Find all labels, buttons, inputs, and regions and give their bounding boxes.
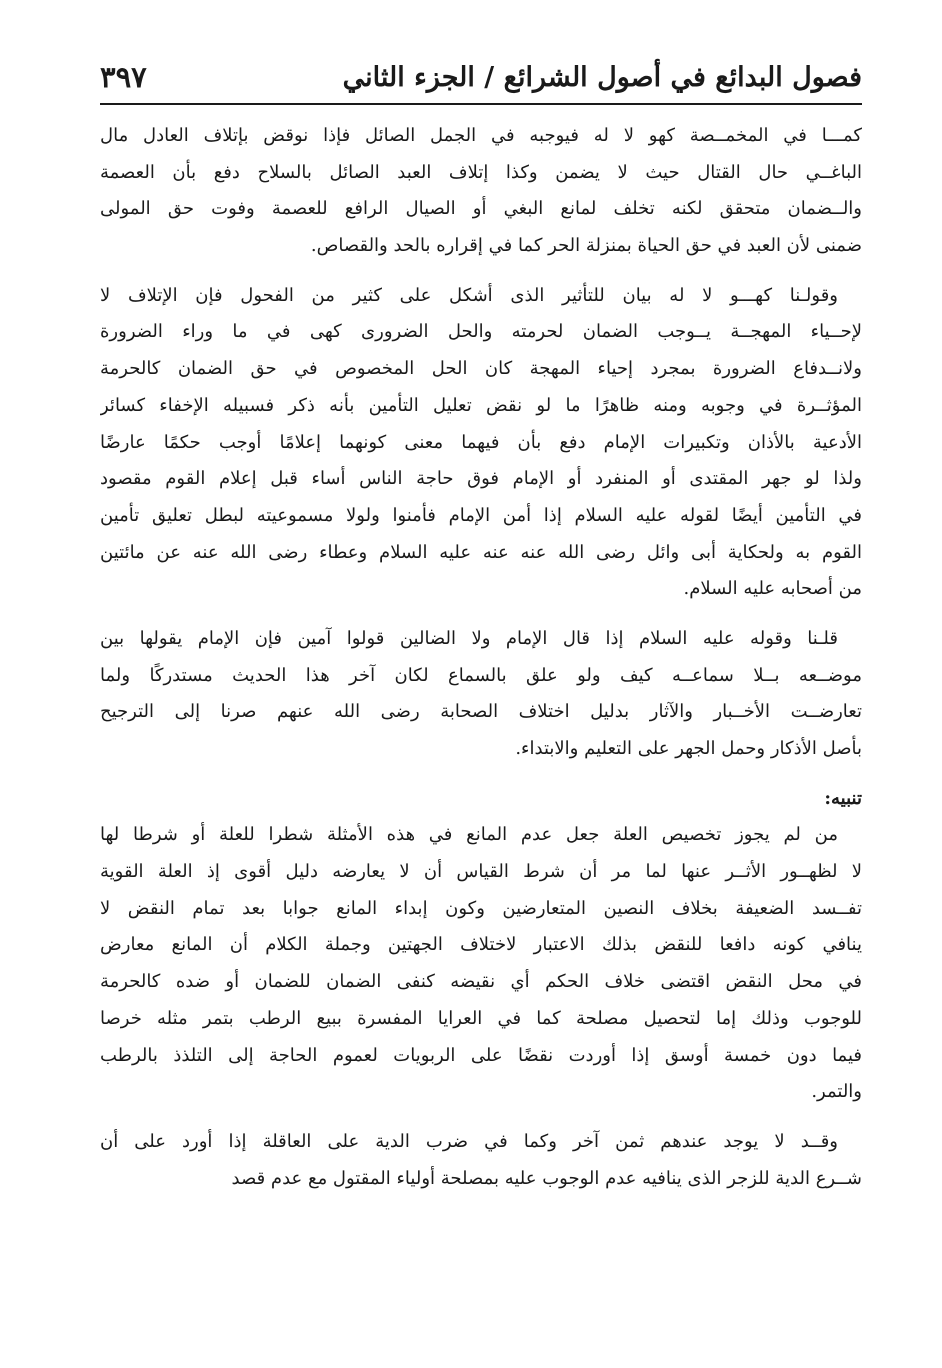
- paragraph: [100, 817, 862, 1111]
- page-number: ٣٩٧: [100, 60, 147, 94]
- paragraph: [100, 118, 862, 265]
- paragraph: [100, 621, 862, 768]
- text-line: وقولـنا كهـــو لا له بيان للتأثير الذى أشكل على كثير من الفحول فإن الإتلاف لا: [100, 284, 838, 306]
- text-line: المؤثــرة في وجوبه ومنه ظاهرًا ما لو نقض تعليل التأمين بأنه ذكر فسبيله الإخفاء كسائر: [100, 394, 862, 416]
- text-line: والتمر.: [811, 1081, 862, 1103]
- text-line: ضمنى لأن العبد في حق الحياة بمنزلة الحر كما في إقراره بالحد والقصاص.: [310, 235, 862, 257]
- text-line: في التأمين أيضًا لقوله عليه السلام إذا أمن الإمام فأمنوا ولولا مسموعيته لبطل تعليق تأمين: [100, 504, 862, 526]
- text-line: قلـنا وقوله عليه السلام إذا قال الإمام ولا الضالين قولوا آمين فإن الإمام يقولها بين: [100, 627, 838, 649]
- text-line: شــرع الدية للزجر الذى ينافيه عدم الوجوب عليه بمصلحة أولياء المقتول مع عدم قصد: [231, 1167, 862, 1189]
- paragraph: [100, 1124, 862, 1197]
- text-line: وقــد لا يوجد عندهم ثمن آخر وكما في ضرب الدية على العاقلة إذا أورد على أن: [100, 1130, 838, 1152]
- text-line: كمـــا في المخمــصة كهو لا له فيوجبه في الجمل الصائل فإذا نوقض بإتلاف العادل مال: [100, 125, 862, 146]
- text-line: الباغــي حال القتال حيث لا يضمن وكذا إتلاف العبد الصائل بالسلاح دفع بأن العصمة: [100, 161, 862, 183]
- text-line: ولذا لو جهر المقتدى أو المنفرد أو الإمام فوق حاجة الناس أساء قبل إعلام القوم مقصود: [100, 468, 862, 490]
- text-line: بأصل الأذكار وحمل الجهر على التعليم والابتداء.: [515, 738, 862, 759]
- text-line: لإحــياء المهجــة يــوجب الضمان لحرمته والحل الضرورى كهى في ما وراء الضرورة: [100, 321, 862, 343]
- text-line: في محل النقض اقتضى خلاف الحكم أي نقيضه كنفى الضمان للضمان أو ضده كالحرمة: [100, 971, 862, 993]
- body-text: [100, 118, 862, 1210]
- text-line: ينافي كونه دافعا للنقض بذلك الاعتبار لاختلاف الجهتين وجملة الكلام أن المانع معارض: [100, 934, 862, 956]
- text-line: من لم يجوز تخصيص العلة جعل عدم المانع في هذه الأمثلة شطرا للعلة أو شرطا لها: [100, 824, 838, 846]
- text-line: للوجوب وذلك إما لتحصيل مصلحة كما في العرايا المفسرة ببيع الرطب بتمر مثله خرصا: [100, 1007, 862, 1029]
- text-line: الأدعية بالأذان وتكبيرات الإمام دفع بأن فيهما معنى كونهما إعلامًا أوجب حكمًا عارضًا: [100, 431, 862, 453]
- text-line: موضــعه بــلا سماعــه كيف ولو علق بالسماع لكان آخر هذا الحديث مستدركًا ولما: [100, 664, 862, 686]
- section-heading: تنبيه:: [824, 787, 862, 809]
- paragraph: [100, 278, 862, 608]
- header-rule: [100, 103, 862, 105]
- text-line: ولانــدفاع الضرورة بمجرد إحياء المهجة كان الحل المخصوص في حق الضمان كالحرمة: [100, 358, 862, 380]
- text-line: من أصحابه عليه السلام.: [683, 578, 862, 600]
- page-header: [100, 52, 862, 102]
- text-line: القوم به ولحكاية أبى وائل رضى الله عنه عنه عليه السلام وعطاء رضى الله عنه عن مائتين: [100, 541, 862, 563]
- running-title: فصول البدائع في أصول الشرائع / الجزء الثاني: [342, 61, 862, 93]
- text-line: لا لظهــور الأثــر عنها لما مر أن شرط القياس أن لا يعارضه دليل أقوى إذ العلة القوية: [100, 861, 862, 883]
- text-line: تعارضــت الأخــبار والآثار بدليل اختلاف الصحابة رضى الله عنهم صرنا إلى الترجيح: [100, 701, 862, 723]
- text-line: والــضمان متحقق لكنه تخلف لمانع البغي أو الصيال الرافع للعصمة وفوت حق المولى: [100, 198, 862, 220]
- text-line: فيما دون خمسة أوسق إذا أوردت نقضًا على الربويات لعموم الحاجة إلى التلذذ بالرطب: [100, 1044, 862, 1066]
- text-line: تفــسد الضعيفة بخلاف النصين المتعارضين وكون إبداء المانع جوابا بعد تمام النقض لا: [100, 897, 862, 919]
